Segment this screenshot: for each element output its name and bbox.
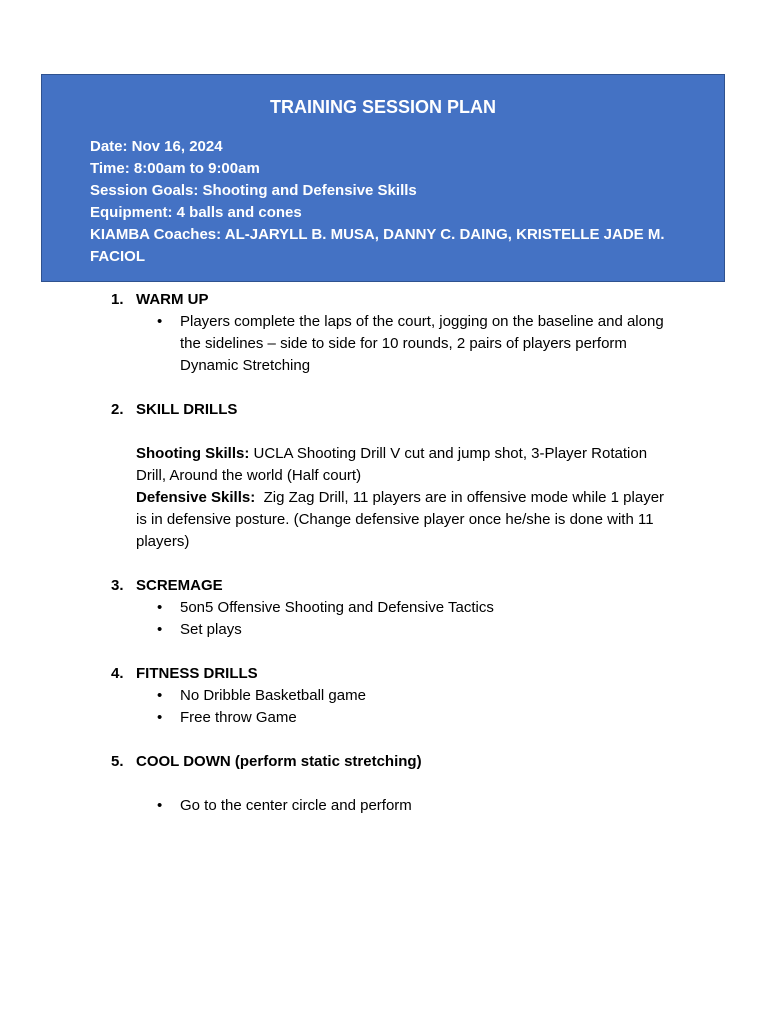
list-item: [0, 707, 768, 729]
bullet-icon: •: [157, 621, 163, 638]
list-item: [0, 311, 768, 377]
bullet-list: [0, 597, 768, 641]
bullet-list: [0, 311, 768, 377]
bullet-list: [0, 795, 768, 817]
list-item-text: Players complete the laps of the court, jogging on the baseline and along the sidelines – side to side for 10 rounds, 2 pairs of players perform Dynamic Stretching: [180, 313, 664, 374]
shooting-skills-paragraph: [0, 443, 768, 487]
list-item-text: Go to the center circle and perform: [180, 797, 412, 814]
list-item: [0, 619, 768, 641]
list-item-text: Set plays: [180, 621, 242, 638]
bullet-icon: •: [157, 599, 163, 616]
section-heading: [0, 289, 768, 311]
session-details: [90, 136, 684, 268]
session-coaches-continued: FACIOL: [90, 248, 145, 265]
list-item: [0, 685, 768, 707]
header-banner: [41, 74, 725, 282]
session-coaches: KIAMBA Coaches: AL-JARYLL B. MUSA, DANNY C. DAING, KRISTELLE JADE M.: [90, 226, 665, 243]
section-warm-up: [0, 289, 768, 377]
section-skill-drills: [0, 399, 768, 553]
shooting-skills-label: Shooting Skills:: [136, 445, 250, 462]
session-equipment: Equipment: 4 balls and cones: [90, 204, 302, 221]
section-fitness-drills: [0, 663, 768, 729]
list-item-text: Free throw Game: [180, 709, 297, 726]
page-title: TRAINING SESSION PLAN: [269, 97, 497, 117]
list-item-text: No Dribble Basketball game: [180, 687, 366, 704]
section-title: SCREMAGE: [136, 577, 223, 594]
section-scremage: [0, 575, 768, 641]
section-heading: [0, 399, 768, 421]
section-title: SKILL DRILLS: [136, 401, 238, 418]
plan-content: [0, 289, 768, 817]
defensive-skills-text: Zig Zag Drill, 11 players are in offensive mode while 1 player is in defensive posture. (Change defensive player once he/she is done with 11 players): [136, 489, 669, 550]
section-title: WARM UP: [136, 291, 209, 308]
session-goals: Session Goals: Shooting and Defensive Skills: [90, 182, 417, 199]
section-title: FITNESS DRILLS: [136, 665, 258, 682]
section-heading: [0, 663, 768, 685]
section-heading: [0, 575, 768, 597]
bullet-icon: •: [157, 709, 163, 726]
session-date: Date: Nov 16, 2024: [90, 138, 223, 155]
shooting-skills-text: UCLA Shooting Drill V cut and jump shot, 3-Player Rotation Drill, Around the world (Half court): [136, 445, 652, 484]
bullet-icon: •: [157, 687, 163, 704]
section-title: COOL DOWN (perform static stretching): [136, 753, 422, 770]
session-time: Time: 8:00am to 9:00am: [90, 160, 260, 177]
section-number: 3.: [111, 577, 124, 594]
bullet-icon: •: [157, 313, 163, 330]
list-item-text: 5on5 Offensive Shooting and Defensive Tactics: [180, 599, 494, 616]
section-number: 1.: [111, 291, 124, 308]
defensive-skills-paragraph: [0, 487, 768, 553]
bullet-icon: •: [157, 797, 163, 814]
defensive-skills-label: Defensive Skills:: [136, 489, 256, 506]
list-item: [0, 597, 768, 619]
bullet-list: [0, 685, 768, 729]
section-cool-down: [0, 751, 768, 817]
section-number: 4.: [111, 665, 124, 682]
section-heading: [0, 751, 768, 773]
section-number: 5.: [111, 753, 124, 770]
section-number: 2.: [111, 401, 124, 418]
list-item: [0, 795, 768, 817]
